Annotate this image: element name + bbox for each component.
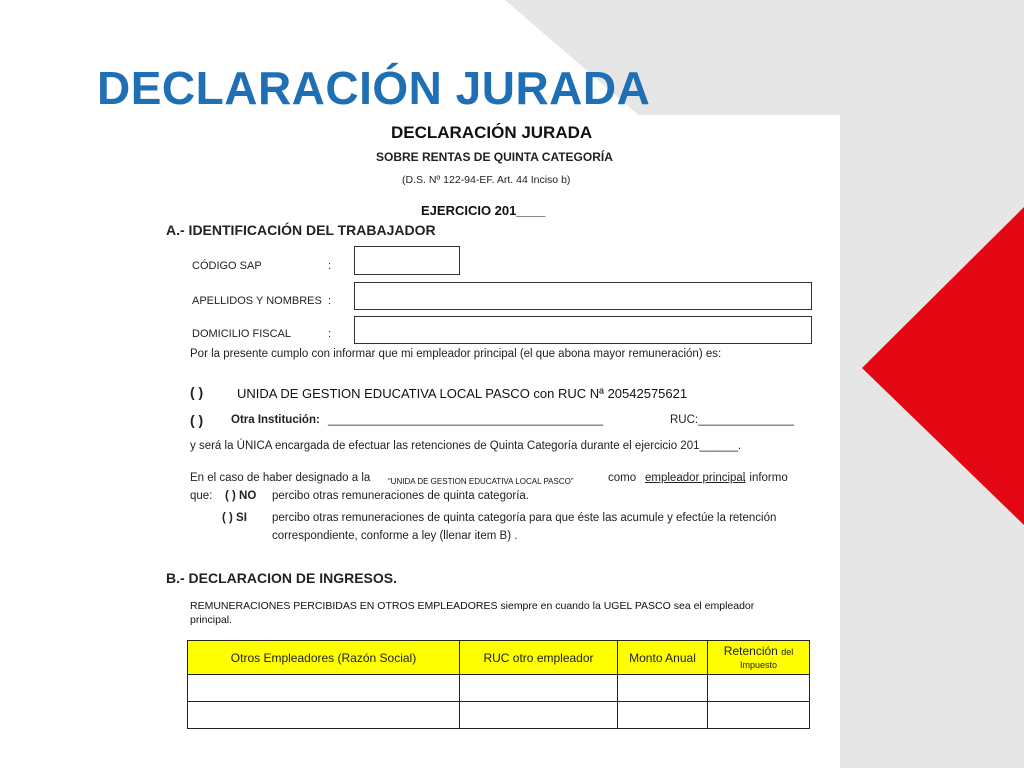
employer-intro-text: Por la presente cumplo con informar que mi empleador principal (el que abona mayor remuneración) es:: [190, 348, 722, 360]
header-otros-empleadores: Otros Empleadores (Razón Social): [188, 641, 460, 675]
table-cell[interactable]: [188, 702, 460, 729]
case-inserted-ugel: “UNIDA DE GESTION EDUCATIVA LOCAL PASCO”: [388, 477, 574, 486]
form-exercise: EJERCICIO 201____: [421, 203, 546, 218]
form-title: DECLARACIÓN JURADA: [391, 123, 593, 142]
table-cell[interactable]: [188, 675, 460, 702]
unica-text: y será la ÚNICA encargada de efectuar las retenciones de Quinta Categoría durante el ejercicio 201______.: [190, 440, 742, 452]
option1-ugel-text: UNIDA DE GESTION EDUCATIVA LOCAL PASCO con RUC Nª 20542575621: [237, 386, 688, 401]
header-ruc-otro-empleador: RUC otro empleador: [460, 641, 618, 675]
form-subtitle: SOBRE RENTAS DE QUINTA CATEGORÍA: [376, 150, 613, 164]
apellidos-nombres-box[interactable]: [354, 282, 812, 310]
table-cell[interactable]: [618, 702, 708, 729]
si-text-line1: percibo otras remuneraciones de quinta categoría para que éste las acumule y efectúe la retención: [272, 512, 777, 524]
case-employer-principal: empleador principal: [645, 472, 746, 484]
section-b-heading: B.- DECLARACION DE INGRESOS.: [166, 570, 398, 586]
header-retencion: [708, 641, 810, 675]
codigo-sap-box[interactable]: [354, 246, 460, 275]
table-row: [188, 675, 810, 702]
table-cell[interactable]: [460, 675, 618, 702]
form-decree: (D.S. Nº 122-94-EF. Art. 44 Inciso b): [402, 174, 571, 186]
option2-name-line: ___________________________________________: [328, 414, 604, 426]
table-cell[interactable]: [708, 702, 810, 729]
case-como: como: [608, 472, 637, 484]
field-colon: :: [328, 295, 332, 307]
header-monto-anual: Monto Anual: [618, 641, 708, 675]
domicilio-fiscal-box[interactable]: [354, 316, 812, 344]
case-text: En el caso de haber designado a la: [190, 472, 371, 484]
header-retencion-del: del: [781, 646, 794, 657]
section-a-heading: A.- IDENTIFICACIÓN DEL TRABAJADOR: [166, 222, 436, 238]
header-retencion-impuesto: Impuesto: [739, 659, 778, 670]
section-b-note-line2: principal.: [190, 614, 233, 626]
table-cell[interactable]: [708, 675, 810, 702]
section-b-note-line1: REMUNERACIONES PERCIBIDAS EN OTROS EMPLEADORES siempre en cuando la UGEL PASCO sea el empleador: [190, 600, 755, 612]
field-label-domicilio-fiscal: DOMICILIO FISCAL: [192, 328, 292, 340]
slide-title: DECLARACIÓN JURADA: [97, 62, 651, 114]
no-checkbox[interactable]: ( ) NO: [225, 490, 257, 502]
table-cell[interactable]: [618, 675, 708, 702]
table-row: [188, 702, 810, 729]
option2-checkbox[interactable]: ( ): [190, 412, 204, 428]
field-colon: :: [328, 328, 332, 340]
option1-checkbox[interactable]: ( ): [190, 384, 204, 400]
si-checkbox[interactable]: ( ) SI: [222, 512, 247, 524]
field-colon: :: [328, 260, 332, 272]
si-text-line2: correspondiente, conforme a ley (llenar item B) .: [272, 530, 518, 542]
option2-label: Otra Institución:: [231, 414, 320, 426]
case-informo: , informo: [743, 472, 788, 484]
option2-ruc-line: RUC:_______________: [670, 414, 795, 426]
field-label-codigo-sap: CÓDIGO SAP: [192, 260, 262, 272]
que-label: que:: [190, 490, 213, 502]
table-header-row: [188, 641, 810, 675]
income-table: [187, 640, 810, 729]
header-retencion-main: Retención: [723, 643, 778, 658]
table-cell[interactable]: [460, 702, 618, 729]
no-text: percibo otras remuneraciones de quinta categoría.: [272, 490, 529, 502]
field-label-apellidos-nombres: APELLIDOS Y NOMBRES: [192, 295, 322, 307]
